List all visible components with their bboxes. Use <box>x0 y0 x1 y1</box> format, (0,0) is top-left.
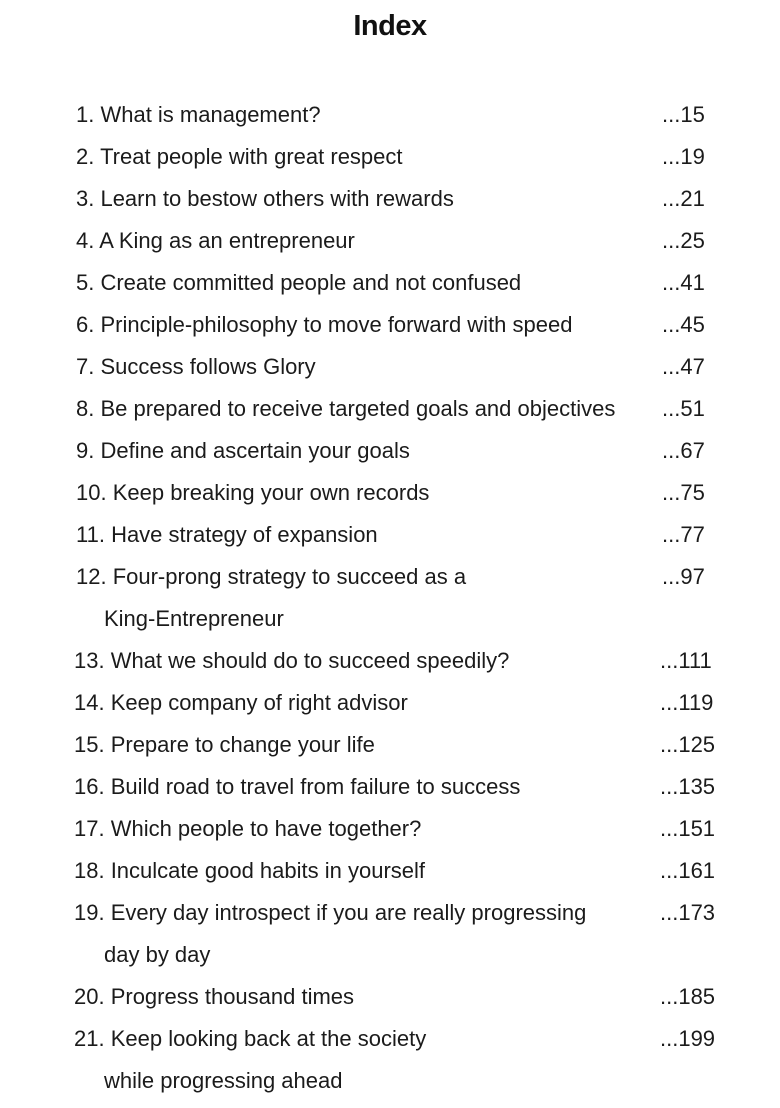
toc-entry <box>0 1018 780 1102</box>
entry-title: 16. Build road to travel from failure to success <box>74 774 521 799</box>
toc-entry <box>0 220 780 262</box>
entry-title: 12. Four-prong strategy to succeed as a <box>76 564 467 589</box>
entry-page-number: ...199 <box>660 1026 716 1051</box>
entry-title: 7. Success follows Glory <box>76 354 316 379</box>
entry-page-number: ...51 <box>662 396 705 421</box>
entry-page-number: ...135 <box>660 774 716 799</box>
entry-page-number: ...77 <box>662 522 705 547</box>
entry-title: 3. Learn to bestow others with rewards <box>76 186 454 211</box>
entry-page-number: ...125 <box>660 732 716 757</box>
entry-title: 8. Be prepared to receive targeted goals and objectives <box>76 396 616 421</box>
toc-entry <box>0 556 780 640</box>
entry-page-number: ...45 <box>662 312 705 337</box>
entry-page-number: ...19 <box>662 144 705 169</box>
entry-page-number: ...67 <box>662 438 705 463</box>
toc-entry <box>0 724 780 766</box>
page-title: Index <box>353 10 427 42</box>
entry-title: 14. Keep company of right advisor <box>74 690 408 715</box>
entry-title: 9. Define and ascertain your goals <box>76 438 410 463</box>
entry-title: 20. Progress thousand times <box>74 984 355 1009</box>
toc-entry <box>0 262 780 304</box>
entry-title: 10. Keep breaking your own records <box>76 480 430 505</box>
toc-entry <box>0 178 780 220</box>
entry-title: 21. Keep looking back at the society <box>74 1026 427 1051</box>
entry-page-number: ...151 <box>660 816 716 841</box>
entry-page-number: ...41 <box>662 270 705 295</box>
entry-page-number: ...173 <box>660 900 716 925</box>
entry-page-number: ...75 <box>662 480 705 505</box>
toc-entry <box>0 766 780 808</box>
entry-title: 18. Inculcate good habits in yourself <box>74 858 426 883</box>
toc-entry <box>0 976 780 1018</box>
entry-title: 5. Create committed people and not confused <box>76 270 522 295</box>
toc-entry <box>0 388 780 430</box>
entry-title: 19. Every day introspect if you are really progressing <box>74 900 587 925</box>
entry-page-number: ...25 <box>662 228 705 253</box>
entry-page-number: ...185 <box>660 984 716 1009</box>
toc-entry <box>0 346 780 388</box>
toc-entry <box>0 136 780 178</box>
entry-title-continuation: while progressing ahead <box>104 1068 343 1093</box>
toc-entry <box>0 514 780 556</box>
entry-title: 4. A King as an entrepreneur <box>76 228 355 253</box>
toc-entry <box>0 640 780 682</box>
toc-entry <box>0 892 780 976</box>
toc-entry <box>0 850 780 892</box>
toc-entry <box>0 808 780 850</box>
entry-page-number: ...111 <box>660 648 712 673</box>
entry-page-number: ...119 <box>660 690 714 715</box>
entry-title: 15. Prepare to change your life <box>74 732 375 757</box>
entry-title: 11. Have strategy of expansion <box>76 522 378 547</box>
entry-page-number: ...161 <box>660 858 716 883</box>
entry-page-number: ...15 <box>662 102 705 127</box>
entry-page-number: ...47 <box>662 354 705 379</box>
entry-title: 6. Principle-philosophy to move forward with speed <box>76 312 573 337</box>
entry-title: 2. Treat people with great respect <box>76 144 403 169</box>
entry-title-continuation: King-Entrepreneur <box>104 606 284 631</box>
entry-title: 1. What is management? <box>76 102 321 127</box>
entry-title-continuation: day by day <box>104 942 211 967</box>
entry-page-number: ...21 <box>662 186 705 211</box>
entry-page-number: ...97 <box>662 564 705 589</box>
table-of-contents <box>0 94 780 1102</box>
toc-entry <box>0 472 780 514</box>
entry-title: 13. What we should do to succeed speedily? <box>74 648 510 673</box>
toc-entry <box>0 94 780 136</box>
toc-entry <box>0 430 780 472</box>
toc-entry <box>0 304 780 346</box>
toc-entry <box>0 682 780 724</box>
entry-title: 17. Which people to have together? <box>74 816 422 841</box>
